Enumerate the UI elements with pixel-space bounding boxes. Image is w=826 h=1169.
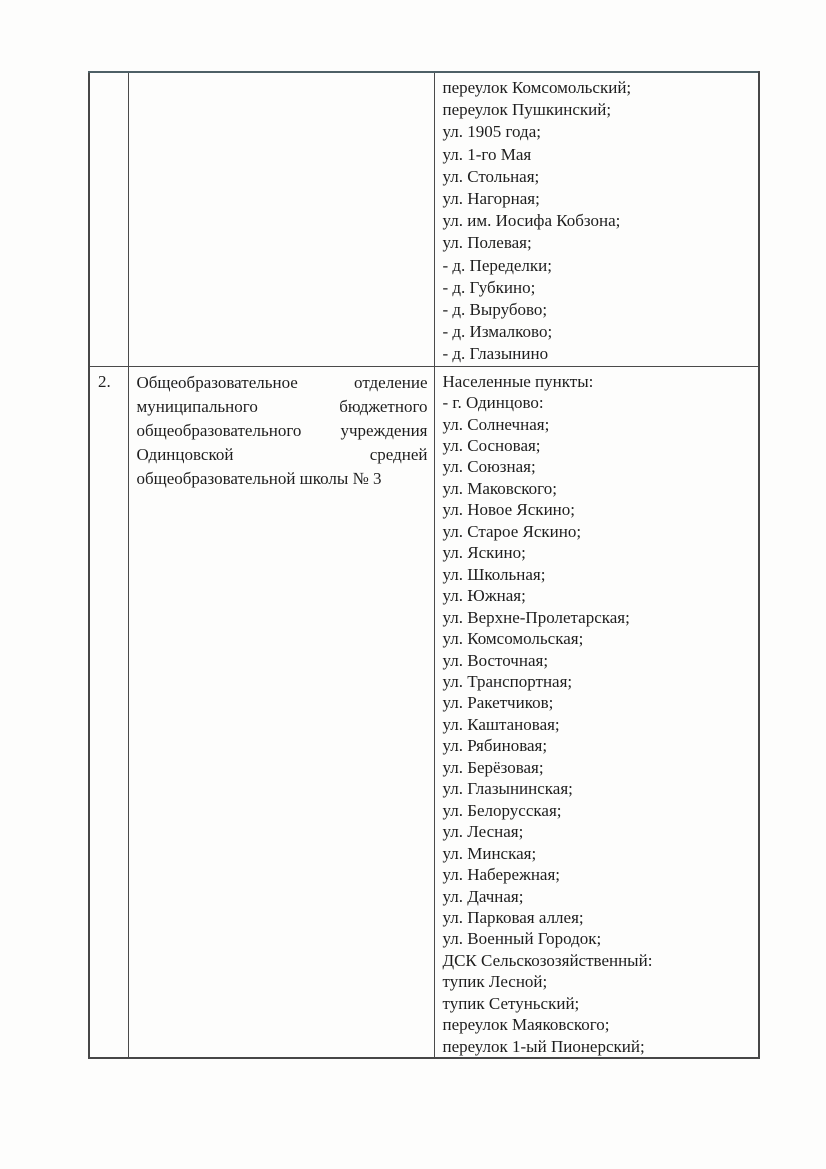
area-line: ул. Минская;	[442, 843, 537, 863]
area-line: тупик Лесной;	[442, 972, 548, 992]
area-line: переулок Пушкинский;	[442, 100, 612, 120]
area-line: переулок Маяковского;	[442, 1015, 610, 1035]
org-name-line: муниципального бюджетного	[136, 396, 428, 416]
org-name-line: Общеобразовательное отделение	[136, 372, 428, 392]
area-line: тупик Сетуньский;	[442, 993, 580, 1013]
org-name-line: Одинцовской средней	[136, 444, 428, 464]
area-line: ул. Верхне-Пролетарская;	[442, 607, 630, 627]
area-line: ул. Набережная;	[442, 865, 561, 885]
assigned-areas-cell	[434, 72, 759, 366]
area-line: ул. Новое Яскино;	[442, 500, 575, 520]
area-line: ул. Каштановая;	[442, 714, 560, 734]
organization-name-cell	[128, 366, 434, 1058]
area-line: - д. Вырубово;	[442, 300, 548, 320]
area-line: ул. Старое Яскино;	[442, 521, 582, 541]
area-line: - д. Губкино;	[442, 277, 536, 297]
area-line: ул. Белорусская;	[442, 800, 562, 820]
area-line: ул. Парковая аллея;	[442, 907, 584, 927]
table-row	[89, 72, 759, 366]
area-line: Населенные пункты:	[442, 371, 594, 391]
area-line: ул. Транспортная;	[442, 671, 573, 691]
assigned-areas-cell	[434, 366, 759, 1058]
area-line: ул. Рябиновая;	[442, 736, 548, 756]
area-line: переулок Комсомольский;	[442, 78, 632, 97]
area-line: ул. Берёзовая;	[442, 757, 544, 777]
area-line: - д. Измалково;	[442, 322, 553, 342]
area-line: ул. Стольная;	[442, 166, 540, 186]
area-line: ул. Ракетчиков;	[442, 693, 554, 713]
area-line: ДСК Сельскозозяйственный:	[442, 950, 653, 970]
area-line: ул. Восточная;	[442, 650, 549, 670]
area-line: ул. Глазынинская;	[442, 779, 573, 799]
area-line: ул. Лесная;	[442, 822, 524, 842]
org-name-line: общеобразовательного учреждения	[136, 420, 428, 440]
area-line: - г. Одинцово:	[442, 393, 544, 413]
area-line: ул. Сосновая;	[442, 436, 541, 455]
row-number-cell: 2.	[89, 366, 128, 1058]
area-line: ул. 1905 года;	[442, 122, 541, 142]
area-line: ул. Дачная;	[442, 886, 524, 906]
school-districts-table	[88, 71, 760, 1059]
area-line: переулок 1-ый Пионерский;	[442, 1036, 645, 1056]
area-line: ул. Маковского;	[442, 478, 557, 498]
row-number-cell	[89, 72, 128, 366]
organization-name-cell	[128, 72, 434, 366]
area-line: ул. Военный Городок;	[442, 929, 602, 949]
table-row	[89, 366, 759, 1058]
area-line: ул. Солнечная;	[442, 414, 550, 434]
area-line: ул. 1-го Мая	[442, 144, 532, 164]
area-line: ул. Полевая;	[442, 233, 532, 253]
org-name-line: общеобразовательной школы № 3	[136, 468, 382, 488]
area-line: ул. Союзная;	[442, 457, 536, 477]
area-line: ул. Яскино;	[442, 543, 526, 563]
area-line: ул. Школьная;	[442, 564, 546, 584]
area-line: ул. Нагорная;	[442, 189, 540, 209]
area-line: ул. Комсомольская;	[442, 629, 584, 649]
area-line: ул. им. Иосифа Кобзона;	[442, 211, 621, 231]
area-line: ул. Южная;	[442, 586, 526, 606]
area-line: - д. Переделки;	[442, 255, 552, 275]
area-line: - д. Глазынино	[442, 344, 549, 364]
